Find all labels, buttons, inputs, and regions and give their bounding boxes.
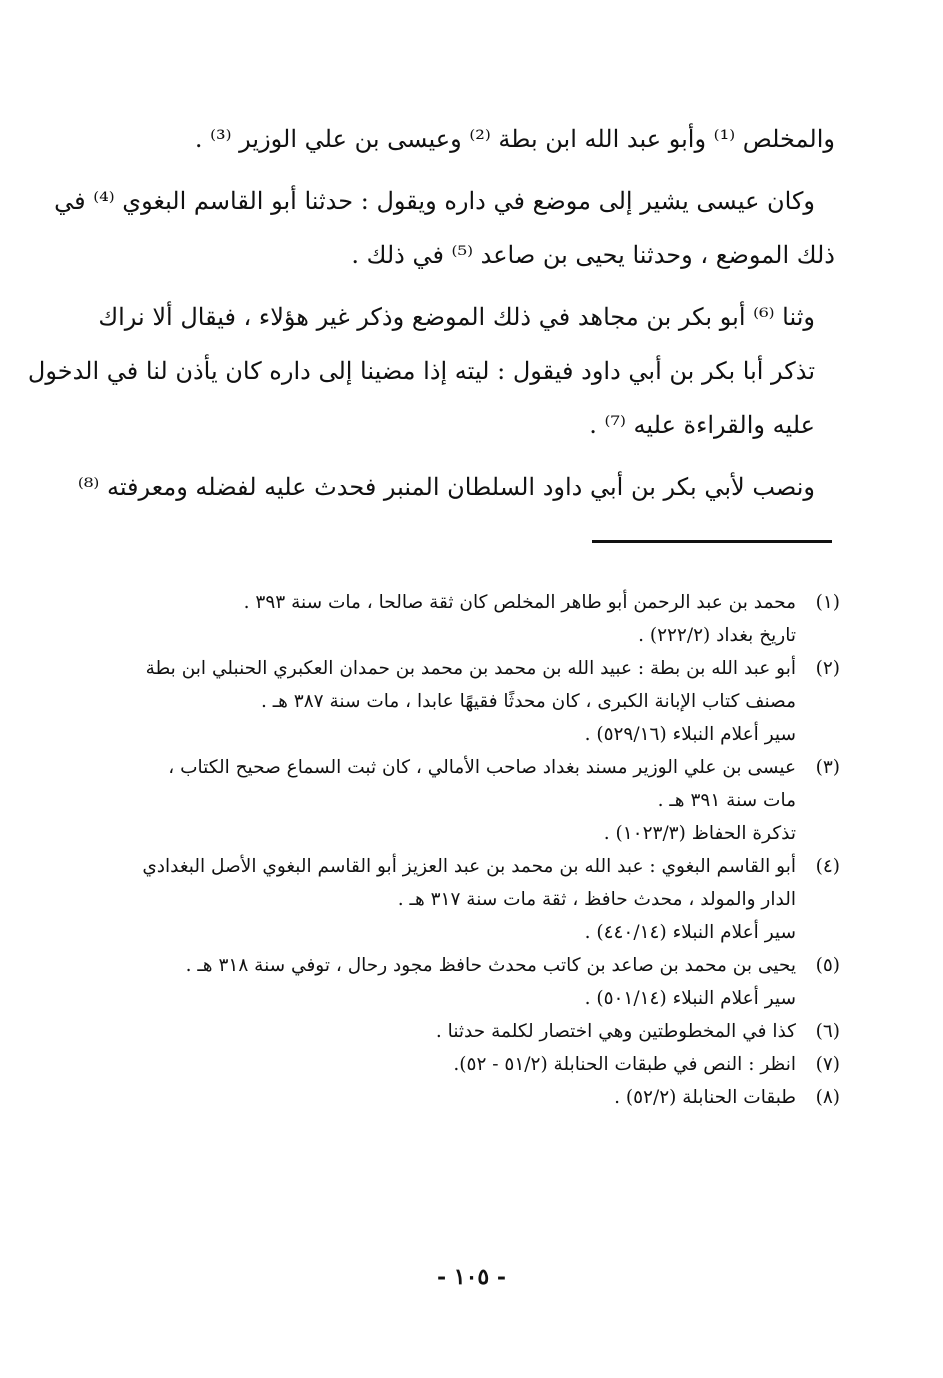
footnote-line: محمد بن عبد الرحمن أبو طاهر المخلص كان ثقة صالحا ، مات سنة ٣٩٣ . [243, 592, 796, 613]
footnotes-section [110, 586, 840, 1114]
text-line: تذكر أبا بكر بن أبي داود فيقول : ليته إذا مضينا إلى داره كان يأذن لنا في الدخول [27, 357, 815, 385]
footnote-text [110, 949, 796, 1015]
text-line: وكان عيسى يشير إلى موضع في داره ويقول : حدثنا أبو القاسم البغوي ⁽⁴⁾ في [54, 187, 815, 215]
footnote-line: تذكرة الحفاظ (١٠٢٣/٣) . [603, 823, 796, 844]
footnote-text [110, 1048, 796, 1081]
paragraph-1 [110, 112, 835, 166]
footnote-2 [110, 652, 840, 751]
footnote-line: يحيى بن محمد بن صاعد بن كاتب محدث حافظ مجود رحال ، توفي سنة ٣١٨ هـ . [185, 955, 796, 976]
footnote-line: سير أعلام النبلاء (٥٠١/١٤) . [584, 988, 796, 1009]
footnote-divider [592, 540, 832, 543]
footnote-line: عيسى بن علي الوزير مسند بغداد صاحب الأمالي ، كان ثبت السماع صحيح الكتاب ، [168, 757, 796, 778]
footnote-5 [110, 949, 840, 1015]
footnote-number: (١) [815, 592, 840, 613]
text-line: ذلك الموضع ، وحدثنا يحيى بن صاعد ⁽⁵⁾ في ذلك . [351, 241, 835, 269]
footnote-line: مات سنة ٣٩١ هـ . [657, 790, 796, 811]
footnote-line: الدار والمولد ، محدث حافظ ، ثقة مات سنة ٣١٧ هـ . [397, 889, 796, 910]
footnote-text [110, 850, 796, 949]
footnote-line: طبقات الحنابلة (٥٢/٢) . [614, 1087, 796, 1108]
footnote-line: سير أعلام النبلاء (٥٢٩/١٦) . [584, 724, 796, 745]
footnote-number: (٢) [815, 658, 840, 679]
paragraph-2 [54, 174, 835, 282]
footnote-line: مصنف كتاب الإبانة الكبرى ، كان محدثًا فقيهًا عابدا ، مات سنة ٣٨٧ هـ . [260, 691, 796, 712]
footnote-text [110, 586, 796, 652]
paragraph-4 [77, 460, 835, 514]
footnote-number: (٦) [815, 1021, 840, 1042]
footnote-number: (٣) [815, 757, 840, 778]
footnote-6 [110, 1015, 840, 1048]
footnote-text [110, 652, 796, 751]
footnote-line: أبو القاسم البغوي : عبد الله بن محمد بن عبد العزيز أبو القاسم البغوي الأصل البغدادي [142, 856, 796, 877]
text-line: والمخلص ⁽¹⁾ وأبو عبد الله ابن بطة ⁽²⁾ وعيسى بن علي الوزير ⁽³⁾ . [194, 125, 835, 153]
footnote-number: (٨) [815, 1087, 840, 1108]
footnote-4 [110, 850, 840, 949]
paragraph-3 [27, 290, 835, 452]
text-line: وثنا ⁽⁶⁾ أبو بكر بن مجاهد في ذلك الموضع وذكر غير هؤلاء ، فيقال ألا نراك [98, 303, 815, 331]
footnote-8 [110, 1081, 840, 1114]
footnote-1 [110, 586, 840, 652]
text-line: عليه والقراءة عليه ⁽⁷⁾ . [589, 411, 815, 439]
text-line: ونصب لأبي بكر بن أبي داود السلطان المنبر فحدث عليه لفضله ومعرفته ⁽⁸⁾ [77, 473, 815, 501]
footnote-text [110, 1015, 796, 1048]
footnote-line: سير أعلام النبلاء (٤٤٠/١٤) . [584, 922, 796, 943]
main-text [27, 112, 835, 522]
footnote-number: (٧) [815, 1054, 840, 1075]
footnote-number: (٥) [815, 955, 840, 976]
footnote-line: انظر : النص في طبقات الحنابلة (٥١/٢ - ٥٢). [453, 1054, 796, 1075]
footnote-line: أبو عبد الله بن بطة : عبيد الله بن محمد بن محمد بن حمدان العكبري الحنبلي ابن بطة [145, 658, 796, 679]
footnote-number: (٤) [815, 856, 840, 877]
page-number: - ١٠٥ - [436, 1264, 507, 1290]
footnote-3 [110, 751, 840, 850]
footnote-text [110, 1081, 796, 1114]
footnote-7 [110, 1048, 840, 1081]
footnote-text [110, 751, 796, 850]
footnote-line: تاريخ بغداد (٢٢٢/٢) . [638, 625, 796, 646]
footnote-line: كذا في المخطوطتين وهي اختصار لكلمة حدثنا . [435, 1021, 796, 1042]
